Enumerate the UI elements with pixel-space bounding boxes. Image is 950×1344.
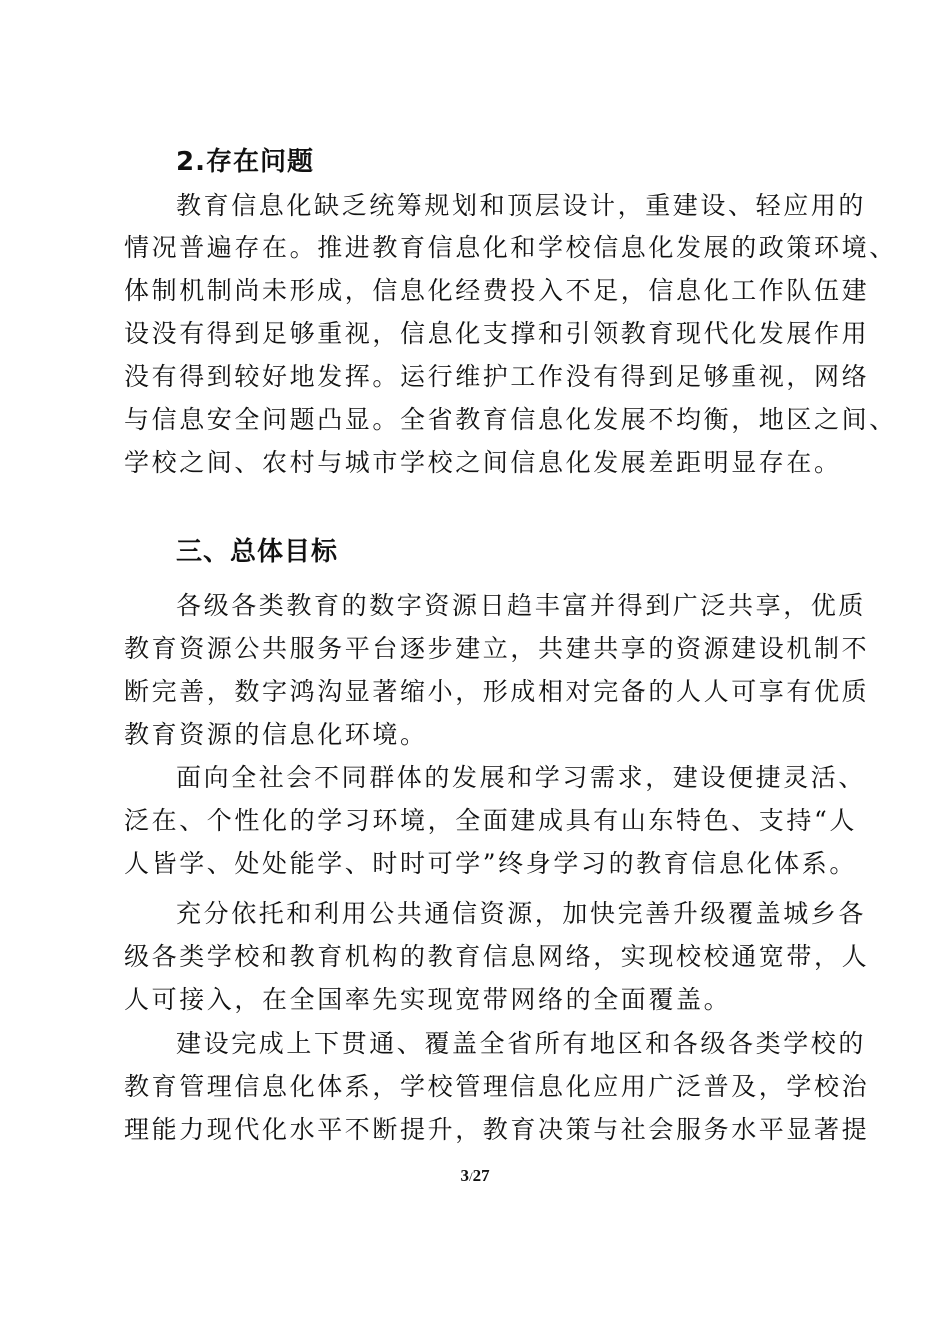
paragraph-line: 情况普遍存在。推进教育信息化和学校信息化发展的政策环境、 [124,233,897,262]
paragraph-line: 没有得到较好地发挥。运行维护工作没有得到足够重视，网络 [124,362,870,391]
paragraph-line: 级各类学校和教育机构的教育信息网络，实现校校通宽带，人 [124,942,870,971]
paragraph-line: 面向全社会不同群体的发展和学习需求，建设便捷灵活、 [176,763,867,792]
page-separator: / [468,1169,473,1184]
page-number [0,1166,950,1186]
paragraph-line: 各级各类教育的数字资源日趋丰富并得到广泛共享，优质 [176,591,867,620]
paragraph-line: 设没有得到足够重视，信息化支撑和引领教育现代化发展作用 [124,319,870,348]
paragraph-line: 断完善，数字鸿沟显著缩小，形成相对完备的人人可享有优质 [124,677,870,706]
paragraph-line: 充分依托和利用公共通信资源，加快完善升级覆盖城乡各 [176,899,867,928]
paragraph-line: 教育资源的信息化环境。 [124,720,428,749]
paragraph-line: 人可接入，在全国率先实现宽带网络的全面覆盖。 [124,985,732,1014]
section-heading-problems: 2.存在问题 [176,147,314,177]
paragraph-line: 理能力现代化水平不断提升，教育决策与社会服务水平显著提 [124,1115,870,1144]
section-heading-goals: 三、总体目标 [176,537,339,567]
paragraph-line: 人皆学、处处能学、时时可学”终身学习的教育信息化体系。 [124,849,857,878]
page-current: 3 [460,1166,469,1185]
paragraph-line: 体制机制尚未形成，信息化经费投入不足，信息化工作队伍建 [124,276,870,305]
paragraph-line: 学校之间、农村与城市学校之间信息化发展差距明显存在。 [124,448,842,477]
paragraph-line: 教育管理信息化体系，学校管理信息化应用广泛普及，学校治 [124,1072,870,1101]
page-total: 27 [472,1166,490,1185]
paragraph-line: 教育信息化缺乏统筹规划和顶层设计，重建设、轻应用的 [176,191,867,220]
paragraph-line: 教育资源公共服务平台逐步建立，共建共享的资源建设机制不 [124,634,870,663]
paragraph-line: 建设完成上下贯通、覆盖全省所有地区和各级各类学校的 [176,1029,867,1058]
paragraph-line: 泛在、个性化的学习环境，全面建成具有山东特色、支持“人 [124,806,857,835]
paragraph-line: 与信息安全问题凸显。全省教育信息化发展不均衡，地区之间、 [124,405,897,434]
